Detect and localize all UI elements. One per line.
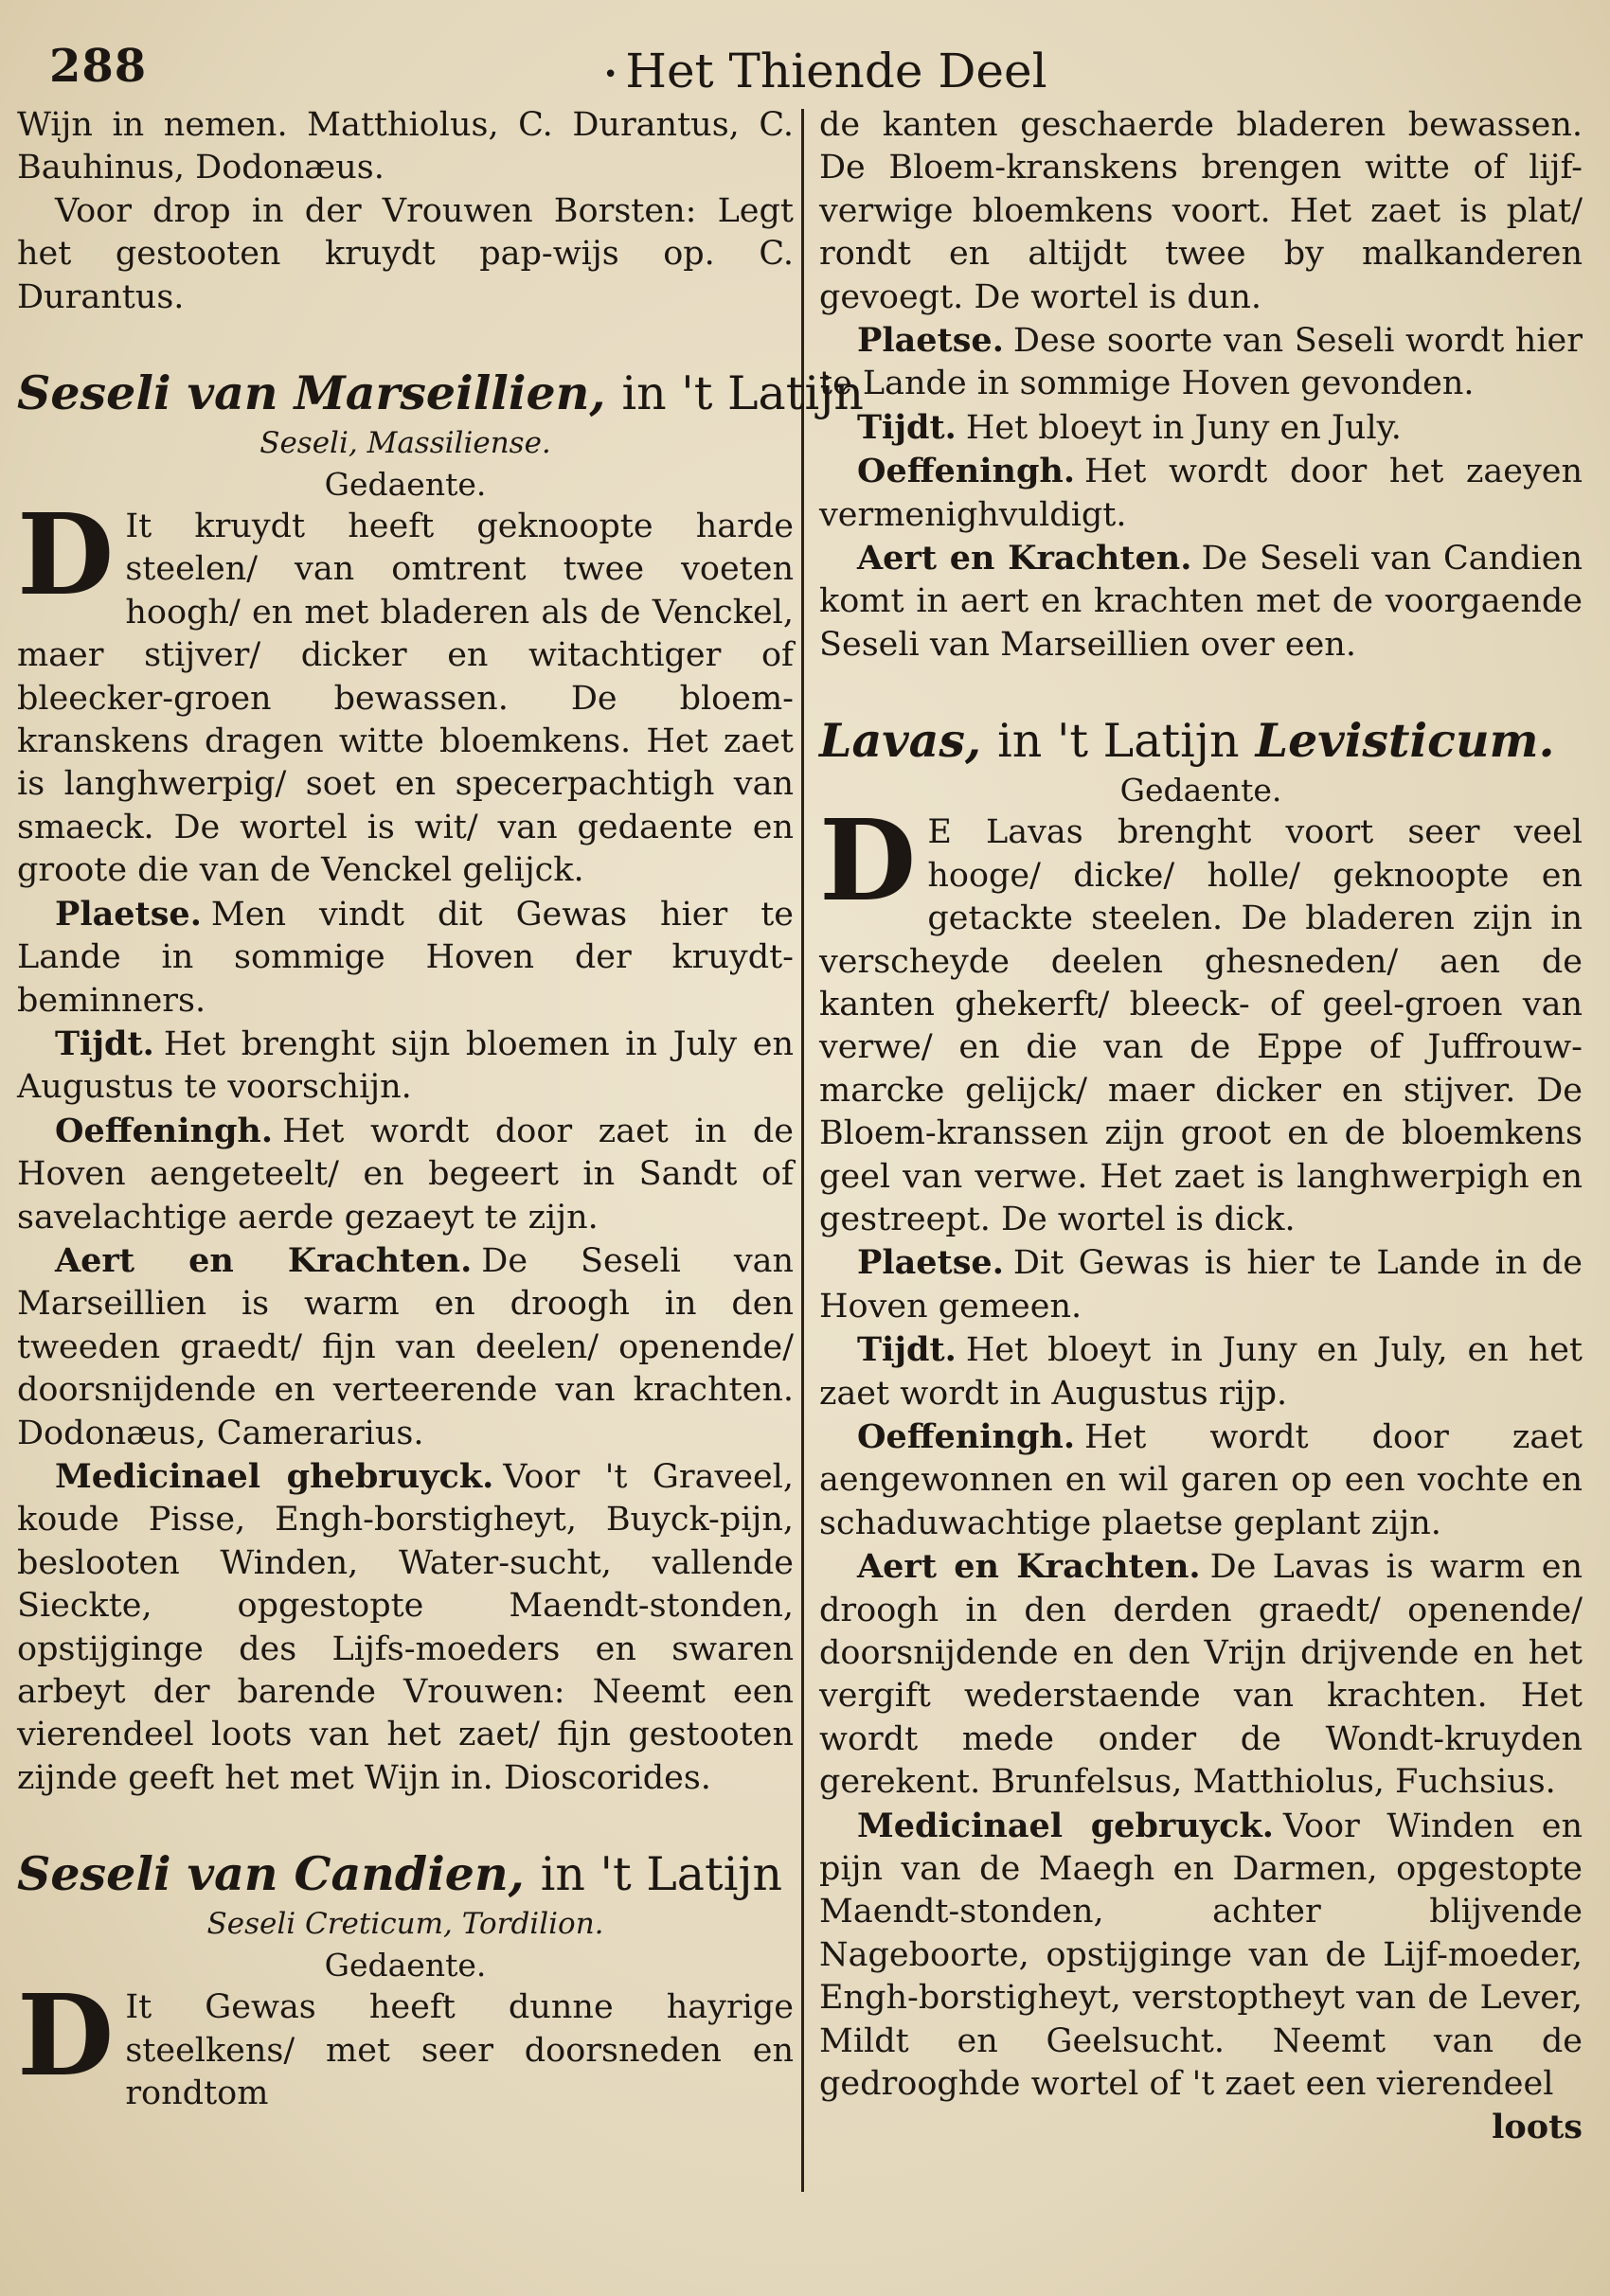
tijdt-text: Het bloeyt in Juny en July, en het zaet wordt in Augustus rijp. (819, 1331, 1583, 1413)
paragraph: de kanten geschaerde bladeren bewassen. De Bloem-kranskens brengen witte of lijf-verwige bloemkens voort. Het zaet is plat/ rondt en altijdt twee by malkanderen gevoegt. De wortel is dun. (819, 106, 1583, 316)
medicinael-paragraph (819, 1805, 1583, 2107)
section-subtitle: Seseli Creticum, Tordilion. (206, 1907, 604, 1942)
tijdt-label: Tijdt. (857, 407, 957, 447)
description-paragraph (17, 1969, 794, 2115)
section-title (819, 712, 1583, 770)
description-paragraph (17, 489, 794, 893)
aert-paragraph (819, 1545, 1583, 1804)
drop-cap: D (17, 489, 115, 621)
aert-label: Aert en Krachten. (55, 1240, 473, 1280)
section-title (17, 365, 864, 422)
oeffeningh-paragraph (17, 1110, 794, 1239)
description-text: It Gewas heeft dunne hayrige steelkens/ met seer doorsneden en rondtom (125, 1988, 794, 2113)
tijdt-text: Het brenght sijn bloemen in July en Augustus te voorschijn. (17, 1024, 794, 1107)
oeffeningh-label: Oeffeningh. (55, 1111, 274, 1150)
section-subtitle: Seseli, Massiliense. (259, 426, 551, 461)
page-number: 288 (49, 40, 148, 93)
gedaente-heading: Gedaente. (1119, 772, 1282, 810)
page-header (49, 28, 1565, 104)
tijdt-text: Het bloeyt in Juny en July. (965, 408, 1402, 447)
gedaente-heading: Gedaente. (324, 466, 487, 504)
aert-paragraph (819, 537, 1583, 667)
tijdt-label: Tijdt. (857, 1330, 957, 1370)
left-column (17, 104, 864, 2115)
description-text: It kruydt heeft geknoopte harde steelen/ van omtrent twee voeten hoogh/ en met bladeren als de Venckel, maer stijver/ dicker en witachtiger of bleecker-groen bewassen. De bloem-kranskens dragen witte bloemkens. Het zaet is langhwerpig/ soet en specerpachtigh van smaeck. De wortel is wit/ van gedaente en groote die van de Venckel gelijck. (17, 507, 794, 890)
tijdt-paragraph (819, 1328, 1583, 1415)
medicinael-paragraph (17, 1455, 794, 1800)
section-title-name: Seseli van Candien, (17, 1846, 525, 1902)
section-title-latin-name: Levisticum. (1255, 713, 1555, 769)
medicinael-label: Medicinael gebruyck. (857, 1806, 1274, 1845)
plaetse-text: Dese soorte van Seseli wordt hier te Lande in sommige Hoven gevonden. (819, 322, 1583, 403)
oeffeningh-text: Het wordt door zaet aengewonnen en wil garen op een vochte en schaduwachtige plaetse geplant zijn. (819, 1417, 1583, 1542)
section-title-name: Seseli van Marseillien, (17, 365, 606, 421)
aert-text: De Seseli van Candien komt in aert en krachten met de voorgaende Seseli van Marseillien over een. (819, 540, 1583, 664)
tijdt-paragraph (17, 1023, 794, 1110)
oeffeningh-label: Oeffeningh. (857, 1416, 1076, 1456)
aert-text: De Seseli van Marseillien is warm en droogh in den tweeden graedt/ fijn van deelen/ openende/ doorsnijdende en verteerende van krachten. Dodonæus, Camerarius. (17, 1241, 794, 1452)
section-title (17, 1845, 794, 1903)
plaetse-paragraph (819, 1241, 1583, 1328)
section-title-latin: in 't Latijn (540, 1847, 783, 1902)
oeffeningh-paragraph (819, 1415, 1583, 1545)
section-title-latin: in 't Latijn (621, 366, 864, 421)
aert-paragraph (17, 1239, 794, 1455)
drop-cap: D (819, 794, 917, 927)
plaetse-text: Dit Gewas is hier te Lande in de Hoven gemeen. (819, 1244, 1583, 1326)
oeffeningh-text: Het wordt door het zaeyen vermenighvuldigt. (819, 453, 1583, 534)
plaetse-label: Plaetse. (55, 894, 202, 934)
aert-label: Aert en Krachten. (857, 1547, 1201, 1587)
medicinael-text: Voor 't Graveel, koude Pisse, Engh-borstigheyt, Buyck-pijn, beslooten Winden, Water-sucht, vallende Sieckte, opgestopte Maendt-stonden, opstijginge des Lijfs-moeders en swaren arbeyt der barende Vrouwen: Neemt een vierendeel loots van het zaet/ fijn gestooten zijnde geeft het met Wijn in. Dioscorides. (17, 1457, 795, 1797)
column-divider (801, 109, 804, 2192)
medicinael-text: Voor Winden en pijn van de Maegh en Darmen, opgestopte Maendt-stonden, achter blijvende Nageboorte, opstijginge van de Lijf-moeder, Engh-borstigheyt, verstoptheyt van de Lever, Mildt en Geelsucht. Neemt van de gedrooghde wortel of 't zaet een vierendeel (819, 1807, 1583, 2104)
plaetse-label: Plaetse. (857, 321, 1004, 361)
medicinael-label: Medicinael ghebruyck. (55, 1456, 494, 1496)
plaetse-label: Plaetse. (857, 1243, 1004, 1283)
plaetse-paragraph (17, 893, 794, 1023)
paragraph: Wijn in nemen. Matthiolus, C. Durantus, C. Bauhinus, Dodonæus. (17, 106, 794, 187)
paragraph: Voor drop in der Vrouwen Borsten: Legt het gestooten kruydt pap-wijs op. C. Durantus. (17, 191, 794, 316)
aert-label: Aert en Krachten. (857, 539, 1192, 578)
plaetse-paragraph (819, 319, 1583, 406)
aert-text: De Lavas is warm en droogh in den derden graedt/ openende/ doorsnijdende en den Vrijn drijvende en het vergift wederstaende van krachten. Het wordt mede onder de Wondt-kruyden gerekent. Brunfelsus, Matthiolus, Fuchsius. (819, 1548, 1583, 1802)
drop-cap: D (17, 1969, 115, 2102)
oeffeningh-label: Oeffeningh. (857, 452, 1076, 491)
section-title-latin: in 't Latijn (997, 714, 1240, 769)
oeffeningh-text: Het wordt door zaet in de Hoven aengeteelt/ en begeert in Sandt of savelachtige aerde gezaeyt te zijn. (17, 1112, 794, 1237)
description-paragraph (819, 794, 1583, 1241)
catchword: loots (1492, 2108, 1583, 2147)
right-column (819, 104, 1583, 2149)
oeffeningh-paragraph (819, 450, 1583, 537)
running-title: • Het Thiende Deel (603, 44, 1047, 98)
description-text: E Lavas brenght voort seer veel hooge/ dicke/ holle/ geknoopte en getackte steelen. De bladeren zijn in verscheyde deelen ghesneden/ aen de kanten ghekerft/ bleeck- of geel-groen van verwe/ en die van de Eppe of Juffrouw-marcke gelijck/ maer dicker en stijver. De Bloem-kranssen zijn groot en de bloemkens geel van verwe. Het zaet is langhwerpigh en gestreept. De wortel is dick. (819, 813, 1583, 1238)
gedaente-heading: Gedaente. (324, 1947, 487, 1985)
plaetse-text: Men vindt dit Gewas hier te Lande in sommige Hoven der kruydt-beminners. (17, 895, 794, 1020)
tijdt-paragraph (819, 406, 1583, 450)
tijdt-label: Tijdt. (55, 1023, 154, 1063)
section-title-name: Lavas, (819, 713, 982, 769)
